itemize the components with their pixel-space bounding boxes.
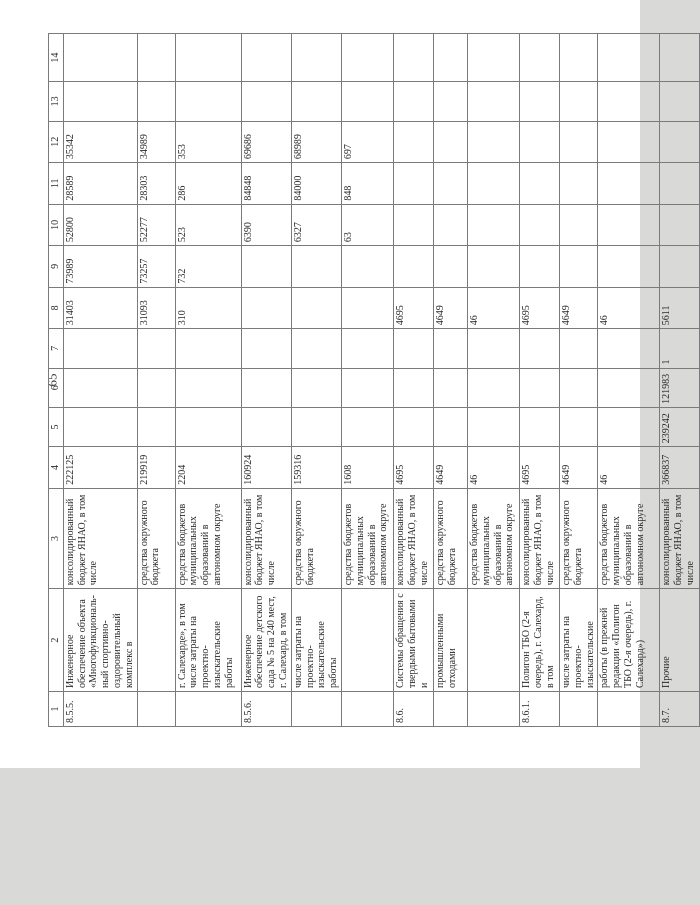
item-name-cell: Инженерное обеспечение детского сада № 5 на 240 мест, г. Салехард, в том (241, 589, 291, 692)
table-row (175, 34, 241, 727)
column-number-cell: 5 (49, 407, 64, 446)
amount-cell (467, 329, 519, 368)
amount-cell (467, 204, 519, 246)
item-number-cell (433, 692, 467, 727)
column-number-row (49, 34, 64, 727)
amount-cell (341, 246, 393, 288)
amount-cell: 84000 (291, 163, 341, 205)
amount-cell (63, 82, 137, 121)
amount-cell (341, 287, 393, 329)
amount-cell (598, 204, 660, 246)
column-number-cell: 12 (49, 121, 64, 163)
item-number-cell: 8.6. (393, 692, 433, 727)
amount-cell (433, 163, 467, 205)
funding-source-cell: консолидированный бюджет ЯНАО, в том числе (660, 488, 700, 589)
amount-cell (63, 34, 137, 82)
amount-cell (291, 246, 341, 288)
amount-cell (393, 368, 433, 407)
amount-cell (393, 246, 433, 288)
amount-cell (660, 82, 700, 121)
item-name-cell (341, 589, 393, 692)
table-row (137, 34, 175, 727)
amount-cell (467, 246, 519, 288)
amount-cell (393, 163, 433, 205)
amount-cell: 4695 (393, 447, 433, 489)
amount-cell: 52277 (137, 204, 175, 246)
amount-cell (519, 407, 559, 446)
item-name-cell: работы (в прежней редакции «Полигон ТБО (2-я очередь), г. Салехард») (598, 589, 660, 692)
table-row (341, 34, 393, 727)
amount-cell (175, 34, 241, 82)
column-number-cell: 4 (49, 447, 64, 489)
amount-cell: 121983 (660, 368, 700, 407)
amount-cell (660, 204, 700, 246)
amount-cell (660, 246, 700, 288)
amount-cell: 219919 (137, 447, 175, 489)
amount-cell (341, 407, 393, 446)
amount-cell (519, 163, 559, 205)
amount-cell (137, 407, 175, 446)
amount-cell (241, 368, 291, 407)
amount-cell: 697 (341, 121, 393, 163)
amount-cell (598, 368, 660, 407)
amount-cell: 46 (598, 447, 660, 489)
column-number-cell: 7 (49, 329, 64, 368)
amount-cell: 2204 (175, 447, 241, 489)
table-row (598, 34, 660, 727)
amount-cell: 6390 (241, 204, 291, 246)
amount-cell (137, 34, 175, 82)
amount-cell (598, 246, 660, 288)
column-number-cell: 2 (49, 589, 64, 692)
item-name-cell: промышленными отходами (433, 589, 467, 692)
amount-cell: 68989 (291, 121, 341, 163)
amount-cell: 46 (467, 447, 519, 489)
amount-cell: 222125 (63, 447, 137, 489)
amount-cell: 84848 (241, 163, 291, 205)
amount-cell (559, 82, 597, 121)
table-row (433, 34, 467, 727)
funding-source-cell: средства окружного бюджета (291, 488, 341, 589)
table-row (559, 34, 597, 727)
column-number-cell: 10 (49, 204, 64, 246)
amount-cell: 6327 (291, 204, 341, 246)
item-name-cell: Инженерное обеспечение объекта «Многофункциональ-ный спортивно-оздоровительный комплекс в (63, 589, 137, 692)
amount-cell (175, 329, 241, 368)
amount-cell: 159316 (291, 447, 341, 489)
table-row (63, 34, 137, 727)
funding-source-cell: консолидированный бюджет ЯНАО, в том числе (63, 488, 137, 589)
amount-cell (393, 204, 433, 246)
amount-cell: 1 (660, 329, 700, 368)
amount-cell (433, 121, 467, 163)
amount-cell: 31403 (63, 287, 137, 329)
table-row (660, 34, 700, 727)
amount-cell: 4649 (433, 447, 467, 489)
amount-cell: 46 (467, 287, 519, 329)
amount-cell (291, 329, 341, 368)
amount-cell (175, 368, 241, 407)
amount-cell (660, 163, 700, 205)
amount-cell (433, 82, 467, 121)
amount-cell: 31093 (137, 287, 175, 329)
amount-cell (433, 34, 467, 82)
amount-cell (598, 407, 660, 446)
column-number-cell: 1 (49, 692, 64, 727)
item-number-cell (137, 692, 175, 727)
amount-cell (559, 204, 597, 246)
item-number-cell (598, 692, 660, 727)
amount-cell (598, 163, 660, 205)
amount-cell (519, 82, 559, 121)
amount-cell (559, 163, 597, 205)
amount-cell (393, 329, 433, 368)
amount-cell (137, 329, 175, 368)
item-name-cell: Системы обращения с твердыми бытовыми и (393, 589, 433, 692)
amount-cell (559, 329, 597, 368)
amount-cell (393, 82, 433, 121)
amount-cell (467, 121, 519, 163)
amount-cell (519, 246, 559, 288)
amount-cell (291, 82, 341, 121)
page-number: 65 (44, 373, 60, 387)
amount-cell (559, 121, 597, 163)
item-name-cell: числе затраты на проектно-изыскательские работы (291, 589, 341, 692)
column-number-cell: 13 (49, 82, 64, 121)
amount-cell: 732 (175, 246, 241, 288)
amount-cell (291, 287, 341, 329)
item-number-cell (341, 692, 393, 727)
amount-cell (519, 204, 559, 246)
column-number-cell: 3 (49, 488, 64, 589)
table-row (393, 34, 433, 727)
amount-cell: 46 (598, 287, 660, 329)
amount-cell (241, 287, 291, 329)
amount-cell: 4649 (559, 447, 597, 489)
item-number-cell (559, 692, 597, 727)
funding-source-cell: средства бюджетов муниципальных образований в автономном округе (175, 488, 241, 589)
funding-source-cell: средства окружного бюджета (433, 488, 467, 589)
table-row (241, 34, 291, 727)
amount-cell (433, 204, 467, 246)
item-name-cell: г. Салехарде», в том числе затраты на проектно-изыскательские работы (175, 589, 241, 692)
item-number-cell (291, 692, 341, 727)
amount-cell (519, 34, 559, 82)
item-name-cell: Полигон ТБО (2-я очередь), г. Салехард, в том (519, 589, 559, 692)
amount-cell (598, 121, 660, 163)
table-row (467, 34, 519, 727)
item-name-cell (137, 589, 175, 692)
amount-cell: 28303 (137, 163, 175, 205)
item-number-cell: 8.5.6. (241, 692, 291, 727)
funding-source-cell: консолидированный бюджет ЯНАО, в том числе (241, 488, 291, 589)
amount-cell (291, 407, 341, 446)
amount-cell (341, 82, 393, 121)
funding-source-cell: консолидированный бюджет ЯНАО, в том числе (393, 488, 433, 589)
amount-cell (241, 82, 291, 121)
column-number-cell: 9 (49, 246, 64, 288)
amount-cell (598, 329, 660, 368)
amount-cell: 52800 (63, 204, 137, 246)
column-number-cell: 14 (49, 34, 64, 82)
amount-cell (467, 407, 519, 446)
amount-cell: 35342 (63, 121, 137, 163)
item-name-cell: числе затраты на проектно-изыскательские (559, 589, 597, 692)
amount-cell (598, 34, 660, 82)
item-number-cell (467, 692, 519, 727)
table-rotator (48, 33, 696, 727)
amount-cell (433, 329, 467, 368)
amount-cell (467, 34, 519, 82)
funding-source-cell: средства бюджетов муниципальных образований в автономном округе (341, 488, 393, 589)
amount-cell: 523 (175, 204, 241, 246)
amount-cell (137, 82, 175, 121)
amount-cell: 4695 (393, 287, 433, 329)
amount-cell (341, 368, 393, 407)
item-name-cell (467, 589, 519, 692)
amount-cell (559, 34, 597, 82)
amount-cell: 73257 (137, 246, 175, 288)
amount-cell: 1608 (341, 447, 393, 489)
amount-cell: 73989 (63, 246, 137, 288)
funding-source-cell: консолидированный бюджет ЯНАО, в том числе (519, 488, 559, 589)
amount-cell (467, 82, 519, 121)
amount-cell (433, 246, 467, 288)
item-number-cell: 8.5.5. (63, 692, 137, 727)
table-row (519, 34, 559, 727)
amount-cell (393, 34, 433, 82)
amount-cell (393, 407, 433, 446)
amount-cell (467, 163, 519, 205)
amount-cell: 63 (341, 204, 393, 246)
amount-cell: 239242 (660, 407, 700, 446)
amount-cell (175, 407, 241, 446)
amount-cell (63, 329, 137, 368)
amount-cell (241, 246, 291, 288)
amount-cell (559, 246, 597, 288)
amount-cell (559, 407, 597, 446)
table-row (291, 34, 341, 727)
funding-source-cell: средства бюджетов муниципальных образований в автономном округе (467, 488, 519, 589)
amount-cell: 4649 (433, 287, 467, 329)
amount-cell (519, 368, 559, 407)
amount-cell (467, 368, 519, 407)
amount-cell (63, 407, 137, 446)
amount-cell (291, 34, 341, 82)
item-name-cell: Прочие (660, 589, 700, 692)
amount-cell (598, 82, 660, 121)
funding-source-cell: средства окружного бюджета (137, 488, 175, 589)
amount-cell (241, 34, 291, 82)
amount-cell (341, 329, 393, 368)
column-number-cell: 11 (49, 163, 64, 205)
item-number-cell (175, 692, 241, 727)
amount-cell (519, 329, 559, 368)
amount-cell (433, 368, 467, 407)
amount-cell (559, 368, 597, 407)
amount-cell (175, 82, 241, 121)
amount-cell (341, 34, 393, 82)
item-number-cell: 8.7. (660, 692, 700, 727)
amount-cell: 4649 (559, 287, 597, 329)
amount-cell: 4695 (519, 287, 559, 329)
amount-cell: 69686 (241, 121, 291, 163)
amount-cell: 160924 (241, 447, 291, 489)
amount-cell: 353 (175, 121, 241, 163)
amount-cell: 28589 (63, 163, 137, 205)
amount-cell (660, 34, 700, 82)
amount-cell: 310 (175, 287, 241, 329)
amount-cell (291, 368, 341, 407)
amount-cell (137, 368, 175, 407)
amount-cell: 366837 (660, 447, 700, 489)
column-number-cell: 6 (49, 368, 64, 407)
amount-cell: 4695 (519, 447, 559, 489)
amount-cell (519, 121, 559, 163)
funding-source-cell: средства окружного бюджета (559, 488, 597, 589)
amount-cell (433, 407, 467, 446)
column-number-cell: 8 (49, 287, 64, 329)
amount-cell (660, 121, 700, 163)
amount-cell: 286 (175, 163, 241, 205)
budget-table (48, 33, 700, 727)
item-number-cell: 8.6.1. (519, 692, 559, 727)
amount-cell: 5611 (660, 287, 700, 329)
amount-cell (241, 407, 291, 446)
amount-cell (393, 121, 433, 163)
amount-cell: 34989 (137, 121, 175, 163)
amount-cell (63, 368, 137, 407)
amount-cell (241, 329, 291, 368)
amount-cell: 848 (341, 163, 393, 205)
funding-source-cell: средства бюджетов муниципальных образований в автономном округе (598, 488, 660, 589)
